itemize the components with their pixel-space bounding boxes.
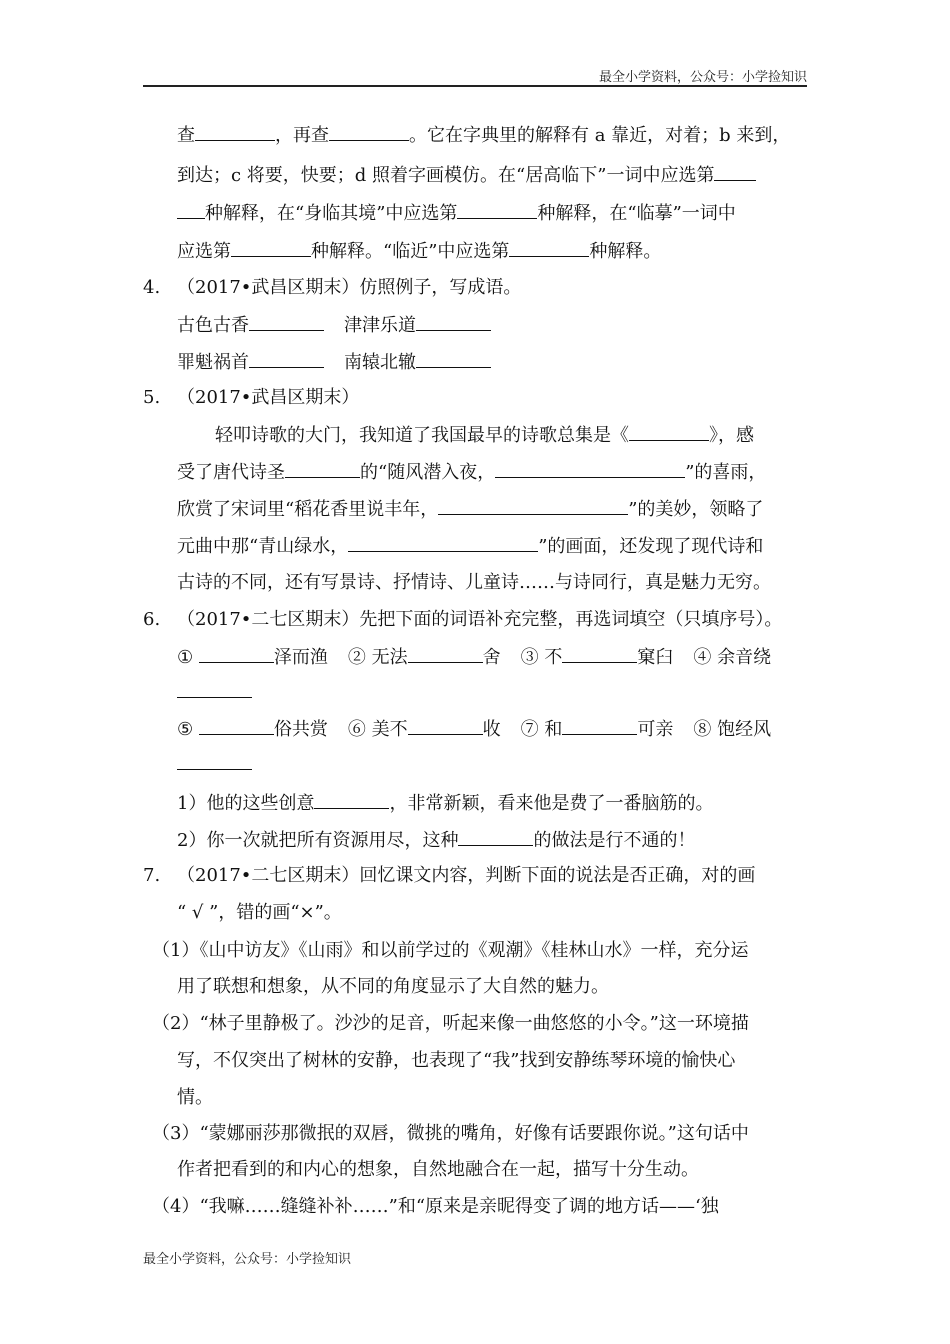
blank[interactable] [249,313,324,331]
blank[interactable] [438,497,628,515]
q7-item-4: （4）“我嘛……缝缝补补……”和“原来是亲昵得变了调的地方话——‘独 [152,1196,719,1217]
blank[interactable] [231,239,311,257]
q6-items-row-1: ① 泽而渔 ② 无法 舍 ③ 不 窠臼 ④ 余音绕 [177,647,772,668]
q7-item-1-cont: 用了联想和想象，从不同的角度显示了大自然的魅力。 [177,976,609,997]
q7-number: 7. [143,865,161,886]
q7-item-2-cont-2: 情。 [177,1087,213,1108]
blank[interactable] [177,680,252,698]
blank[interactable] [285,460,360,478]
blank[interactable] [348,534,538,552]
blank[interactable] [714,163,756,181]
q4-stem: （2017•武昌区期末）仿照例子，写成语。 [177,277,522,298]
blank[interactable] [195,123,275,141]
blank[interactable] [416,350,491,368]
q6-items-row-2-wrap [177,752,252,777]
q6-items-row-2: ⑤ 俗共赏 ⑥ 美不 收 ⑦ 和 可亲 ⑧ 饱经风 [177,719,772,740]
q6-items-row-1-wrap [177,680,252,705]
blank[interactable] [495,460,685,478]
blank[interactable] [249,350,324,368]
q5-line-5: 古诗的不同，还有写景诗、抒情诗、儿童诗……与诗同行，真是魅力无穷。 [177,572,771,593]
q3-line-2: 到达；c 将要，快要；d 照着字画模仿。在“居高临下”一词中应选第 [177,163,756,188]
q7-item-1: （1）《山中访友》《山雨》和以前学过的《观潮》《桂林山水》一样，充分运 [152,940,749,961]
blank[interactable] [562,717,637,735]
q7-item-3-cont: 作者把看到的和内心的想象，自然地融合在一起，描写十分生动。 [177,1159,699,1180]
q4-number: 4. [143,277,161,298]
q5-line-4: 元曲中那“青山绿水， ”的画面，还发现了现代诗和 [177,536,764,557]
header-rule [143,85,807,87]
q5-line-3: 欣赏了宋词里“稻花香里说丰年， ”的美妙，领略了 [177,499,764,520]
q7-item-2: （2）“林子里静极了。沙沙的足音，听起来像一曲悠悠的小令。”这一环境描 [152,1013,749,1034]
q7-item-3: （3）“蒙娜丽莎那微抿的双唇，微挑的嘴角，好像有话要跟你说。”这句话中 [152,1123,749,1144]
blank[interactable] [562,645,637,663]
q5-line-2: 受了唐代诗圣 的“随风潜入夜， ”的喜雨， [177,462,767,483]
q6-stem: （2017•二七区期末）先把下面的词语补充完整，再选词填空（只填序号）。 [177,609,783,630]
q6-sentence-2: 2）你一次就把所有资源用尽，这种 的做法是行不通的！ [177,830,696,851]
blank[interactable] [177,201,205,219]
blank[interactable] [408,645,483,663]
blank[interactable] [314,791,389,809]
q5-number: 5. [143,387,161,408]
blank[interactable] [199,645,274,663]
q7-stem: （2017•二七区期末）回忆课文内容，判断下面的说法是否正确，对的画 [177,865,756,886]
blank[interactable] [509,239,589,257]
blank[interactable] [408,717,483,735]
blank[interactable] [177,752,252,770]
q3-line-4: 应选第 种解释。“临近”中应选第 种解释。 [177,241,662,262]
q3-line-1: 查 ，再查 。它在字典里的解释有 a 靠近，对着；b 来到， [177,125,791,146]
q6-number: 6. [143,609,161,630]
q3-line-3: 种解释，在“身临其境”中应选第 种解释，在“临摹”一词中 [177,201,736,226]
blank[interactable] [457,201,537,219]
q5-line-1: 轻叩诗歌的大门，我知道了我国最早的诗歌总集是《 》，感 [215,425,754,446]
page-header: 最全小学资料，公众号：小学捡知识 [598,70,807,85]
page-footer: 最全小学资料，公众号：小学捡知识 [143,1252,352,1267]
q6-sentence-1: 1）他的这些创意 ，非常新颖，看来他是费了一番脑筋的。 [177,793,714,814]
blank[interactable] [629,423,709,441]
q7-stem-2: “ √ ”，错的画“×”。 [177,902,342,923]
q7-item-2-cont: 写，不仅突出了树林的安静，也表现了“我”找到安静练琴环境的愉快心 [177,1050,736,1071]
q5-stem: （2017•武昌区期末） [177,387,360,408]
blank[interactable] [199,717,274,735]
blank[interactable] [329,123,409,141]
q4-row-2: 罪魁祸首 南辕北辙 [177,350,491,375]
blank[interactable] [416,313,491,331]
q4-row-1: 古色古香 津津乐道 [177,313,491,338]
blank[interactable] [458,828,533,846]
